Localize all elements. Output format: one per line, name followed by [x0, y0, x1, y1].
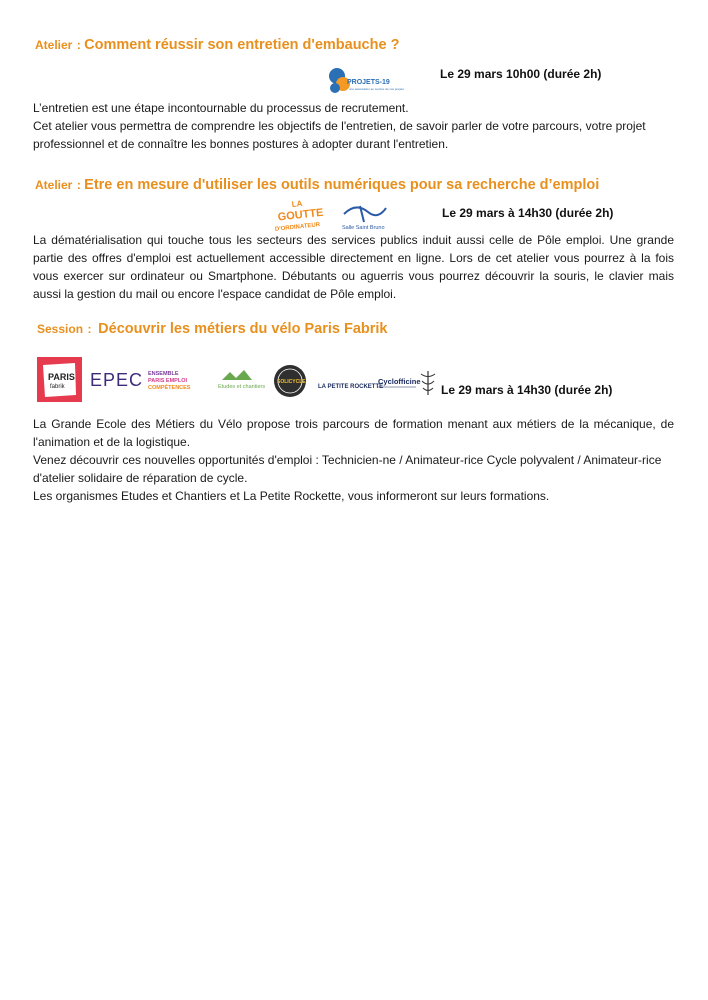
section2-date: Le 29 mars à 14h30 (durée 2h) — [442, 206, 614, 220]
epec-label: EPEC — [90, 370, 144, 390]
section3-body — [33, 415, 674, 505]
petite-rockette-logo — [318, 378, 384, 390]
section2-body — [33, 231, 674, 303]
section3-kind: Session — [37, 322, 84, 336]
section3-title: Découvrir les métiers du vélo Paris Fabrik — [98, 321, 388, 337]
goutte-line2: GOUTTE — [277, 206, 325, 224]
goutte-ordinateur-logo — [272, 196, 332, 232]
section2-kind: Atelier — [35, 178, 73, 192]
section3-date: Le 29 mars à 14h30 (durée 2h) — [441, 383, 613, 397]
section3-heading: Session : Découvrir les métiers du vélo Paris Fabrik — [37, 321, 388, 337]
solicycle-label: SOLICYCLE — [277, 379, 306, 385]
section1-kind: Atelier — [35, 38, 73, 52]
section2-title: Etre en mesure d'utiliser les outils numériques pour sa recherche d’emploi — [84, 177, 600, 193]
section3-paragraph-1: La Grande Ecole des Métiers du Vélo propose trois parcours de formation menant aux métiers de la mécanique, de l'animation et de la logistique. — [33, 417, 674, 449]
salle-saint-bruno-logo — [338, 200, 390, 232]
section1-title: Comment réussir son entretien d'embauche ? — [84, 37, 400, 53]
section3-paragraph-2: Venez découvrir ces nouvelles opportunités d'emploi : Technicien-ne / Animateur-rice Cycle polyvalent / Animateur-rice d'atelier solidaire de réparation de cycle. — [33, 453, 662, 485]
section1-body — [33, 99, 674, 153]
section1-heading: Atelier : Comment réussir son entretien d'embauche ? — [35, 37, 400, 53]
section3-paragraph-3: Les organismes Etudes et Chantiers et La Petite Rockette, vous informeront sur leurs formations. — [33, 489, 550, 503]
cyclofficine-label: Cyclofficine — [378, 377, 421, 386]
goutte-line3: D'ORDINATEUR — [274, 222, 321, 233]
caduceus-logo — [418, 369, 438, 397]
paris-label: PARIS — [48, 372, 75, 382]
epec-line3: COMPÉTENCES — [148, 385, 191, 391]
epec-line2: PARIS EMPLOI — [148, 378, 188, 384]
cyclofficine-logo — [378, 374, 421, 392]
etudes-chantiers-logo — [216, 368, 270, 392]
projets19-logo — [327, 64, 404, 98]
goutte-line1: LA — [291, 198, 303, 210]
salle-name: Salle Saint Bruno — [342, 225, 385, 231]
petite-rockette-label: LA PETITE ROCKETTE — [318, 384, 384, 390]
paris-fabrik-logo — [37, 357, 82, 402]
solicycle-logo — [272, 364, 308, 398]
projets19-name: PROJETS-19 — [347, 79, 390, 86]
etudes-label: Etudes et chantiers — [218, 384, 266, 390]
section2-paragraph: La dématérialisation qui touche tous les secteurs des services publics induit aussi celle de Pôle emploi. Une grande partie des offres d'emploi est actuellement accessible directement en ligne. Lors de cet atelier vous pourrez à la fois vous exercer sur ordinateur ou Smartphone. Débutants ou aguerris vous pourrez découvrir la souris, le clavier mais aussi la gestion du mail ou encore l'espace candidat de Pôle emploi. — [33, 233, 674, 301]
section1-paragraph-1: L’entretien est une étape incontournable du processus de recrutement. — [33, 101, 409, 115]
section1-date: Le 29 mars 10h00 (durée 2h) — [440, 67, 602, 81]
section1-paragraph-2: Cet atelier vous permettra de comprendre les objectifs de l'entretien, de savoir parler de votre parcours, votre projet professionnel et de connaître les bonnes postures à adopter durant l'entretien. — [33, 119, 646, 151]
epec-line1: ENSEMBLE — [148, 371, 179, 377]
fabrik-label: fabrik — [50, 384, 65, 390]
section2-heading: Atelier : Etre en mesure d'utiliser les outils numériques pour sa recherche d’emploi — [35, 177, 600, 193]
epec-logo — [88, 366, 200, 394]
projets19-tagline: une association au service de vos projets — [349, 87, 404, 91]
